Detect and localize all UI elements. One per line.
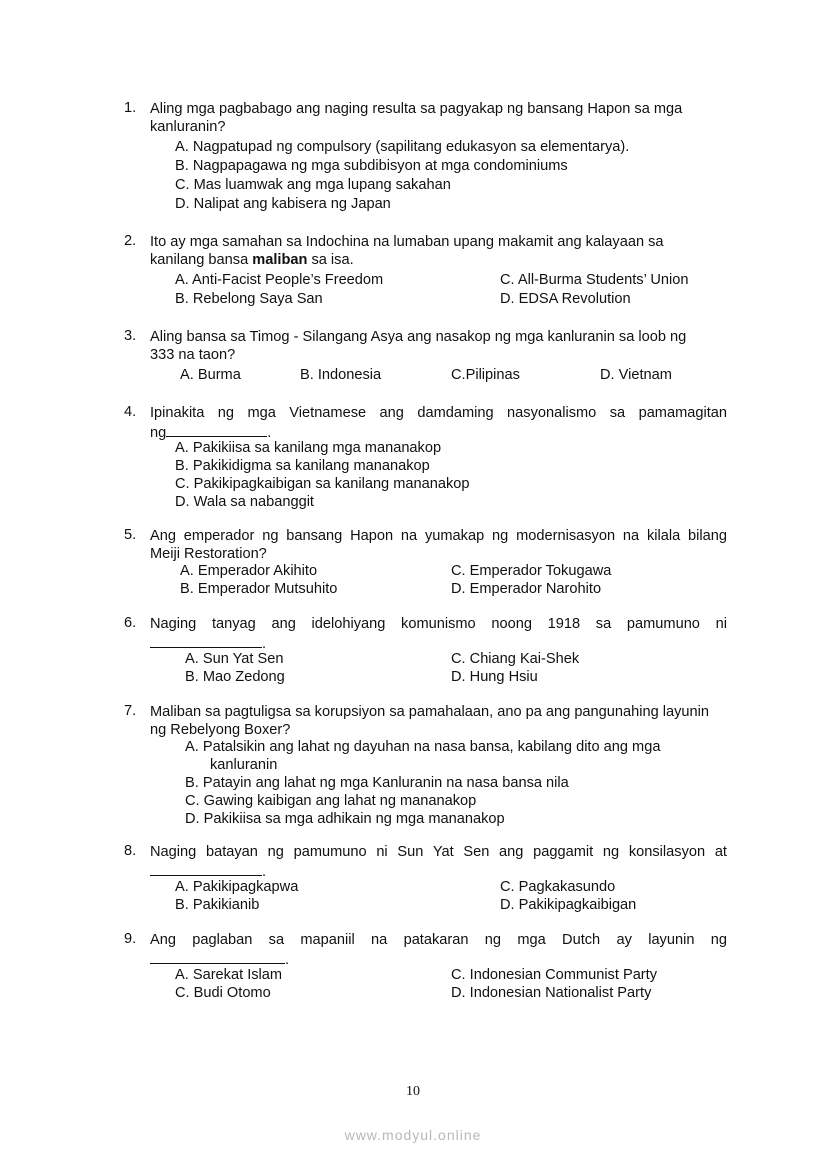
question-stem: Maliban sa pagtuligsa sa korupsiyon sa pamahalaan, ano pa ang pangunahing layunin bbox=[150, 704, 710, 720]
option-c: C. Pakikipagkaibigan sa kanilang mananakop bbox=[175, 476, 470, 492]
question-stem: Ipinakita ng mga Vietnamese ang damdaming nasyonalismo sa pamamagitan bbox=[150, 405, 727, 421]
option-a: A. Patalsikin ang lahat ng dayuhan na nasa bansa, kabilang dito ang mga bbox=[185, 739, 661, 755]
stem-text: . bbox=[262, 864, 267, 880]
stem-text: . bbox=[285, 952, 290, 968]
question-number: 3. bbox=[124, 328, 137, 344]
question-number: 1. bbox=[124, 100, 137, 116]
question-stem: Aling bansa sa Timog - Silangang Asya ang nasakop ng mga kanluranin sa loob ng bbox=[150, 329, 687, 345]
question-stem: Naging batayan ng pamumuno ni Sun Yat Sen ang paggamit ng konsilasyon at bbox=[150, 844, 727, 860]
question-number: 2. bbox=[124, 233, 137, 249]
option-d: D. Pakikipagkaibigan bbox=[500, 897, 637, 913]
option-d: D. Indonesian Nationalist Party bbox=[451, 985, 652, 1001]
option-b: B. Mao Zedong bbox=[185, 669, 285, 685]
emphasis-word: maliban bbox=[252, 252, 308, 268]
question-number: 8. bbox=[124, 843, 137, 859]
option-a-cont: kanluranin bbox=[210, 757, 278, 773]
option-d: D. Hung Hsiu bbox=[451, 669, 538, 685]
option-b: B. Pakikidigma sa kanilang mananakop bbox=[175, 458, 430, 474]
question-number: 5. bbox=[124, 527, 137, 543]
answer-blank bbox=[150, 861, 262, 876]
option-a: A. Sarekat Islam bbox=[175, 967, 283, 983]
option-a: A. Emperador Akihito bbox=[180, 563, 318, 579]
option-c: C. Indonesian Communist Party bbox=[451, 967, 658, 983]
option-b: B. Emperador Mutsuhito bbox=[180, 581, 338, 597]
option-c: C. Mas luamwak ang mga lupang sakahan bbox=[175, 177, 451, 193]
option-a: A. Pakikipagkapwa bbox=[175, 879, 299, 895]
question-stem-cont: 333 na taon? bbox=[150, 347, 236, 363]
question-number: 6. bbox=[124, 615, 137, 631]
question-number: 9. bbox=[124, 931, 137, 947]
question-stem: Ito ay mga samahan sa Indochina na lumaban upang makamit ang kalayaan sa bbox=[150, 234, 664, 250]
question-stem: Ang emperador ng bansang Hapon na yumakap ng modernisasyon na kilala bilang bbox=[150, 528, 727, 544]
question-stem-cont bbox=[150, 251, 354, 269]
option-b: B. Pakikianib bbox=[175, 897, 260, 913]
option-c: C. Chiang Kai-Shek bbox=[451, 651, 580, 667]
question-stem: Ang paglaban sa mapaniil na patakaran ng mga Dutch ay layunin ng bbox=[150, 932, 727, 948]
stem-text: sa isa. bbox=[307, 252, 354, 268]
option-c: C. All-Burma Students’ Union bbox=[500, 272, 689, 288]
option-d: D. Pakikiisa sa mga adhikain ng mga mananakop bbox=[185, 811, 505, 827]
option-a: A. Pakikiisa sa kanilang mga mananakop bbox=[175, 440, 442, 456]
option-b: B. Indonesia bbox=[300, 367, 382, 383]
option-c: C.Pilipinas bbox=[451, 367, 520, 383]
option-b: B. Rebelong Saya San bbox=[175, 291, 323, 307]
option-b: B. Nagpapagawa ng mga subdibisyon at mga condominiums bbox=[175, 158, 568, 174]
answer-blank bbox=[166, 422, 267, 437]
option-d: D. Vietnam bbox=[600, 367, 672, 383]
question-number: 7. bbox=[124, 703, 137, 719]
answer-blank bbox=[150, 633, 262, 648]
stem-text: ng bbox=[150, 425, 167, 441]
stem-text: . bbox=[262, 636, 267, 652]
question-stem-cont: ng Rebelyong Boxer? bbox=[150, 722, 291, 738]
option-c: C. Gawing kaibigan ang lahat ng mananakop bbox=[185, 793, 477, 809]
question-stem-cont: kanluranin? bbox=[150, 119, 226, 135]
stem-text: kanilang bansa bbox=[150, 252, 253, 268]
option-a: A. Anti-Facist People’s Freedom bbox=[175, 272, 384, 288]
option-d: D. Nalipat ang kabisera ng Japan bbox=[175, 196, 391, 212]
option-c-second: C. Budi Otomo bbox=[175, 985, 271, 1001]
option-a: A. Nagpatupad ng compulsory (sapilitang edukasyon sa elementarya). bbox=[175, 139, 630, 155]
option-b: B. Patayin ang lahat ng mga Kanluranin na nasa bansa nila bbox=[185, 775, 569, 791]
answer-blank bbox=[150, 949, 285, 964]
option-d: D. Emperador Narohito bbox=[451, 581, 602, 597]
stem-text: . bbox=[267, 425, 272, 441]
question-stem: Aling mga pagbabago ang naging resulta sa pagyakap ng bansang Hapon sa mga bbox=[150, 101, 683, 117]
option-c: C. Emperador Tokugawa bbox=[451, 563, 612, 579]
question-stem-cont: Meiji Restoration? bbox=[150, 546, 267, 562]
option-d: D. EDSA Revolution bbox=[500, 291, 631, 307]
option-a: A. Burma bbox=[180, 367, 241, 383]
page-number: 10 bbox=[406, 1084, 420, 1099]
question-stem: Naging tanyag ang idelohiyang komunismo noong 1918 sa pamumuno ni bbox=[150, 616, 727, 632]
watermark: www.modyul.online bbox=[344, 1127, 482, 1143]
option-c: C. Pagkakasundo bbox=[500, 879, 616, 895]
option-a: A. Sun Yat Sen bbox=[185, 651, 284, 667]
question-number: 4. bbox=[124, 404, 137, 420]
option-d: D. Wala sa nabanggit bbox=[175, 494, 314, 510]
